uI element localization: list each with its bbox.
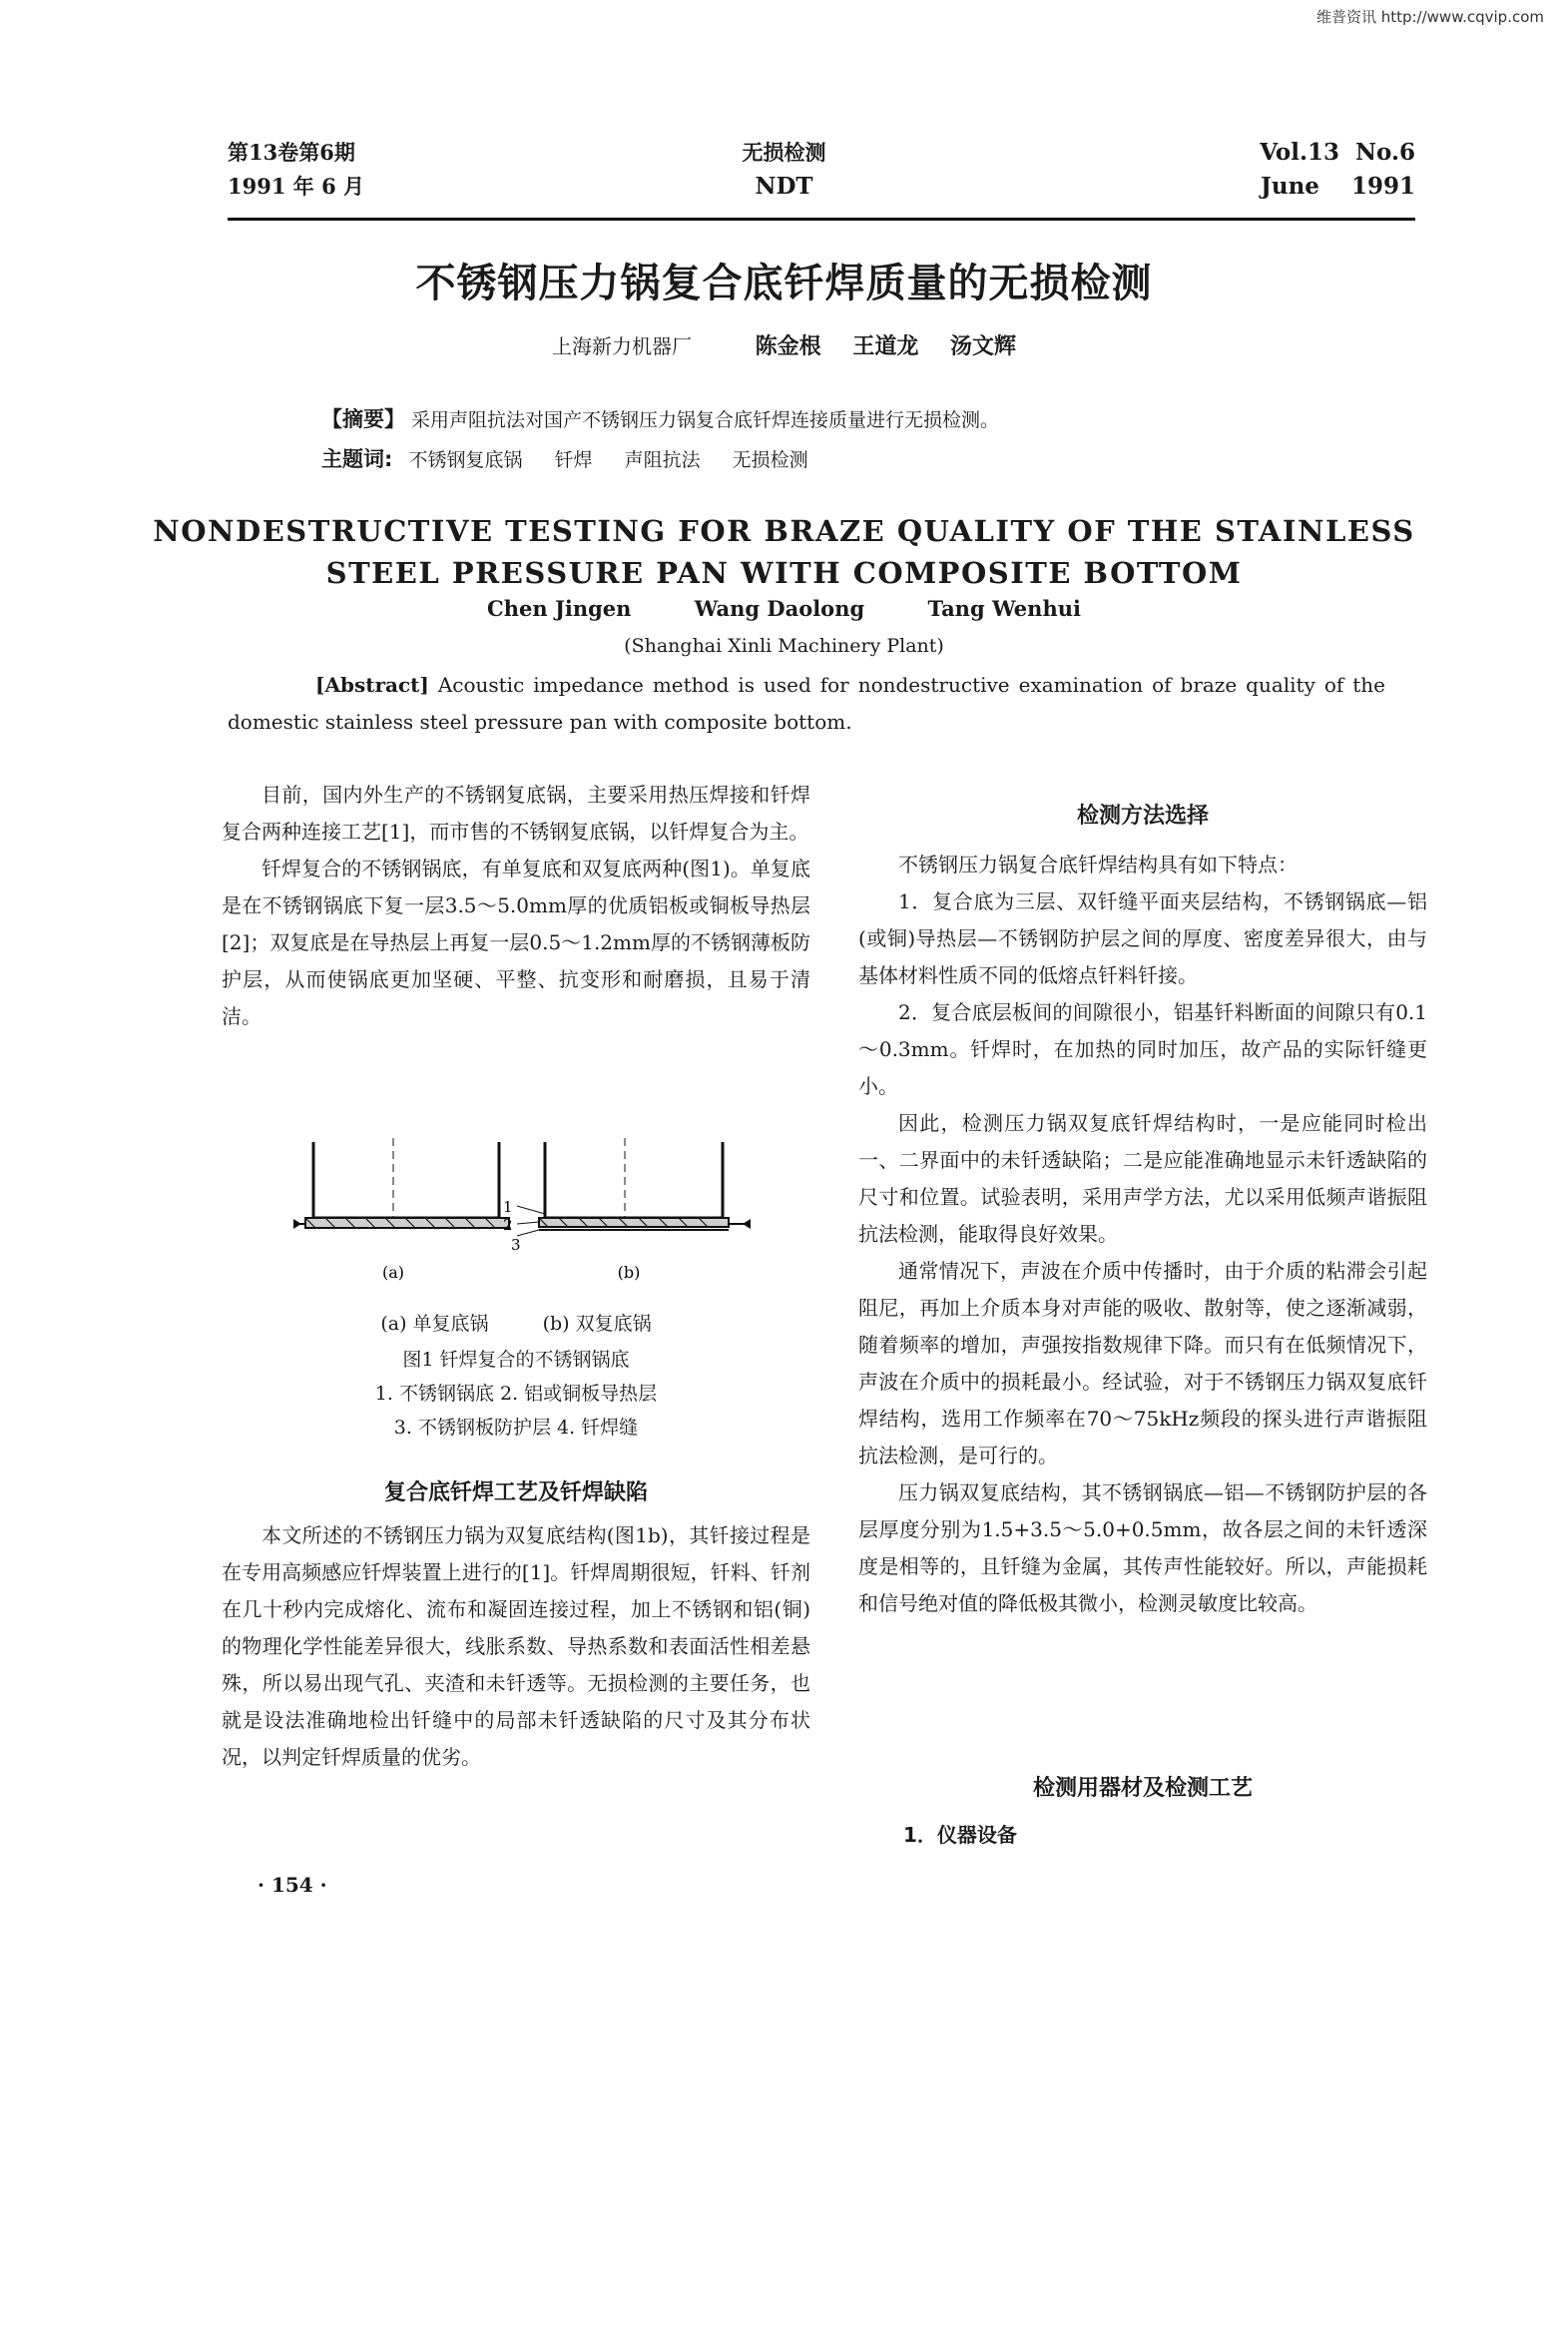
affiliation-cn: 上海新力机器厂 bbox=[551, 334, 692, 358]
keyword-2: 钎焊 bbox=[554, 449, 593, 471]
page-title-cn: 不锈钢压力锅复合底钎焊质量的无损检测 bbox=[415, 261, 1153, 306]
page-number: · 154 · bbox=[258, 1873, 327, 1897]
page-title-en-line2: STEEL PRESSURE PAN WITH COMPOSITE BOTTOM bbox=[325, 556, 1243, 590]
author-en-2: Wang Daolong bbox=[694, 596, 865, 621]
figure-1-legend-1: 1. 不锈钢锅底 2. 铝或铜板导热层 bbox=[374, 1383, 658, 1405]
keywords-cn-label: 主题词: bbox=[321, 447, 393, 471]
left-paragraph-3: 本文所述的不锈钢压力锅为双复底结构(图1b)，其钎接过程是在专用高频感应钎焊装置上进行的[1]。钎焊周期很短，钎料、钎剂在几十秒内完成熔化、流布和凝固连接过程，加上不锈钢和铝(铜)的物理化学性能差异很大，线胀系数、导热系数和表面活性相差悬殊，所以易出现气孔、夹渣和未钎透等。无损检测的主要任务，也就是设法准确地检出钎缝中的局部未钎透缺陷的尺寸及其分布状况，以判定钎焊质量的优劣。 bbox=[222, 1523, 810, 1769]
volume-en: Vol.13 No.6 bbox=[1260, 139, 1415, 166]
figure-1-legend-2: 3. 不锈钢板防护层 4. 钎焊缝 bbox=[393, 1417, 639, 1439]
section-title-brazing: 复合底钎焊工艺及钎焊缺陷 bbox=[383, 1480, 648, 1505]
left-paragraph-2: 钎焊复合的不锈钢锅底，有单复底和双复底两种(图1)。单复底是在不锈钢锅底下复一层3.5～5.0mm厚的优质铝板或铜板导热层[2]；双复底是在导热层上再复一层0.5～1.2mm厚的不锈钢薄板防护层，从而使锅底更加坚硬、平整、抗变形和耐磨损，且易于清洁。 bbox=[222, 857, 810, 1028]
keyword-4: 无损检测 bbox=[732, 449, 808, 471]
figure-subcaption-a: (a) 单复底锅 bbox=[380, 1313, 489, 1335]
watermark: 维普资讯 http://www.cqvip.com bbox=[1315, 8, 1544, 26]
figure-label-a: (a) bbox=[381, 1263, 405, 1282]
figure-label-b: (b) bbox=[617, 1263, 641, 1282]
keywords-cn bbox=[321, 439, 1319, 480]
figure-num-2: 2 bbox=[503, 1216, 513, 1234]
figure-1-caption: 图1 钎焊复合的不锈钢锅底 bbox=[402, 1349, 630, 1371]
header-right bbox=[1148, 136, 1415, 204]
abstract-cn-text: 采用声阻抗法对国产不锈钢压力锅复合底钎焊连接质量进行无损检测。 bbox=[411, 409, 1000, 431]
abstract-cn bbox=[321, 399, 1319, 440]
left-column-top bbox=[222, 777, 810, 1035]
authors-cn bbox=[0, 329, 1568, 360]
abstract-en-text: Acoustic impedance method is used for nondestructive examination of braze quality of the domestic stainless steel pressure pan with composite bottom. bbox=[228, 673, 1385, 734]
author-cn-2: 王道龙 bbox=[852, 333, 919, 359]
abstract-en-label: [Abstract] bbox=[315, 673, 429, 697]
pan-a bbox=[293, 1138, 509, 1229]
right-intro: 不锈钢压力锅复合底钎焊结构具有如下特点： bbox=[898, 853, 1298, 876]
right-item-2: 2．复合底层板间的间隙很小，铝基钎料断面的间隙只有0.1～0.3mm。钎焊时，在加热的同时加压，故产品的实际钎缝更小。 bbox=[858, 1000, 1427, 1098]
right-paragraph-3: 压力锅双复底结构，其不锈钢锅底—铝—不锈钢防护层的各层厚度分别为1.5+3.5～5.0+0.5mm，故各层之间的未钎透深度是相等的，且钎缝为金属，其传声性能较好。所以，声能损耗和信号绝对值的降低极其微小，检测灵敏度比较高。 bbox=[858, 1480, 1427, 1615]
figure-1-diagram bbox=[289, 1128, 769, 1298]
abstract-cn-label: 【摘要】 bbox=[321, 407, 405, 431]
keyword-3: 声阻抗法 bbox=[624, 449, 701, 471]
right-column-top bbox=[858, 847, 1427, 1622]
author-cn-3: 汤文辉 bbox=[950, 333, 1017, 359]
right-paragraph-2: 通常情况下，声波在介质中传播时，由于介质的粘滞会引起阻尼，再加上介质本身对声能的吸收、散射等，使之逐渐减弱，随着频率的增加，声强按指数规律下降。而只有在低频情况下，声波在介质中的损耗最小。经试验，对于不锈钢压力锅双复底钎焊结构，选用工作频率在70～75kHz频段的探头进行声谐振阻抗法检测，是可行的。 bbox=[858, 1259, 1427, 1467]
right-item-1: 1．复合底为三层、双钎缝平面夹层结构，不锈钢锅底—铝(或铜)导热层—不锈钢防护层之间的厚度、密度差异很大，由与基体材料性质不同的低熔点钎料钎接。 bbox=[858, 889, 1427, 987]
author-en-1: Chen Jingen bbox=[487, 596, 632, 621]
date-cn: 1991 年 6 月 bbox=[228, 174, 364, 199]
abstract-en bbox=[228, 667, 1385, 741]
left-column-bottom bbox=[222, 1517, 810, 1776]
pan-b bbox=[539, 1138, 751, 1230]
section-title-equipment: 检测用器材及检测工艺 bbox=[1032, 1776, 1253, 1801]
subsection-instrument: 1．仪器设备 bbox=[903, 1823, 1017, 1847]
page-title-en-line1: NONDESTRUCTIVE TESTING FOR BRAZE QUALITY OF THE STAINLESS bbox=[153, 514, 1415, 548]
author-cn-1: 陈金根 bbox=[755, 333, 821, 359]
figure-1-subcaptions bbox=[222, 1308, 810, 1341]
journal-en: NDT bbox=[755, 173, 813, 200]
right-paragraph-1: 因此，检测压力锅双复底钎焊结构时，一是应能同时检出一、二界面中的未钎透缺陷；二是应能准确地显示未钎透缺陷的尺寸和位置。试验表明，采用声学方法，尤以采用低频声谐振阻抗法检测，能取得良好效果。 bbox=[858, 1111, 1427, 1246]
section-title-method: 检测方法选择 bbox=[1076, 804, 1209, 829]
figure-subcaption-b: (b) 双复底锅 bbox=[542, 1313, 652, 1335]
journal-cn: 无损检测 bbox=[742, 140, 826, 165]
author-en-3: Tang Wenhui bbox=[927, 596, 1081, 621]
figure-num-1: 1 bbox=[503, 1198, 513, 1216]
keyword-1: 不锈钢复底锅 bbox=[408, 449, 523, 471]
figure-num-3: 3 bbox=[511, 1236, 521, 1254]
volume-cn: 第13卷第6期 bbox=[228, 140, 355, 165]
date-en: June 1991 bbox=[1260, 173, 1415, 200]
authors-en bbox=[0, 596, 1568, 621]
affiliation-en: (Shanghai Xinli Machinery Plant) bbox=[624, 635, 944, 657]
left-paragraph-1: 目前，国内外生产的不锈钢复底锅，主要采用热压焊接和钎焊复合两种连接工艺[1]，而市售的不锈钢复底锅，以钎焊复合为主。 bbox=[222, 783, 810, 844]
header-rule bbox=[228, 218, 1415, 221]
